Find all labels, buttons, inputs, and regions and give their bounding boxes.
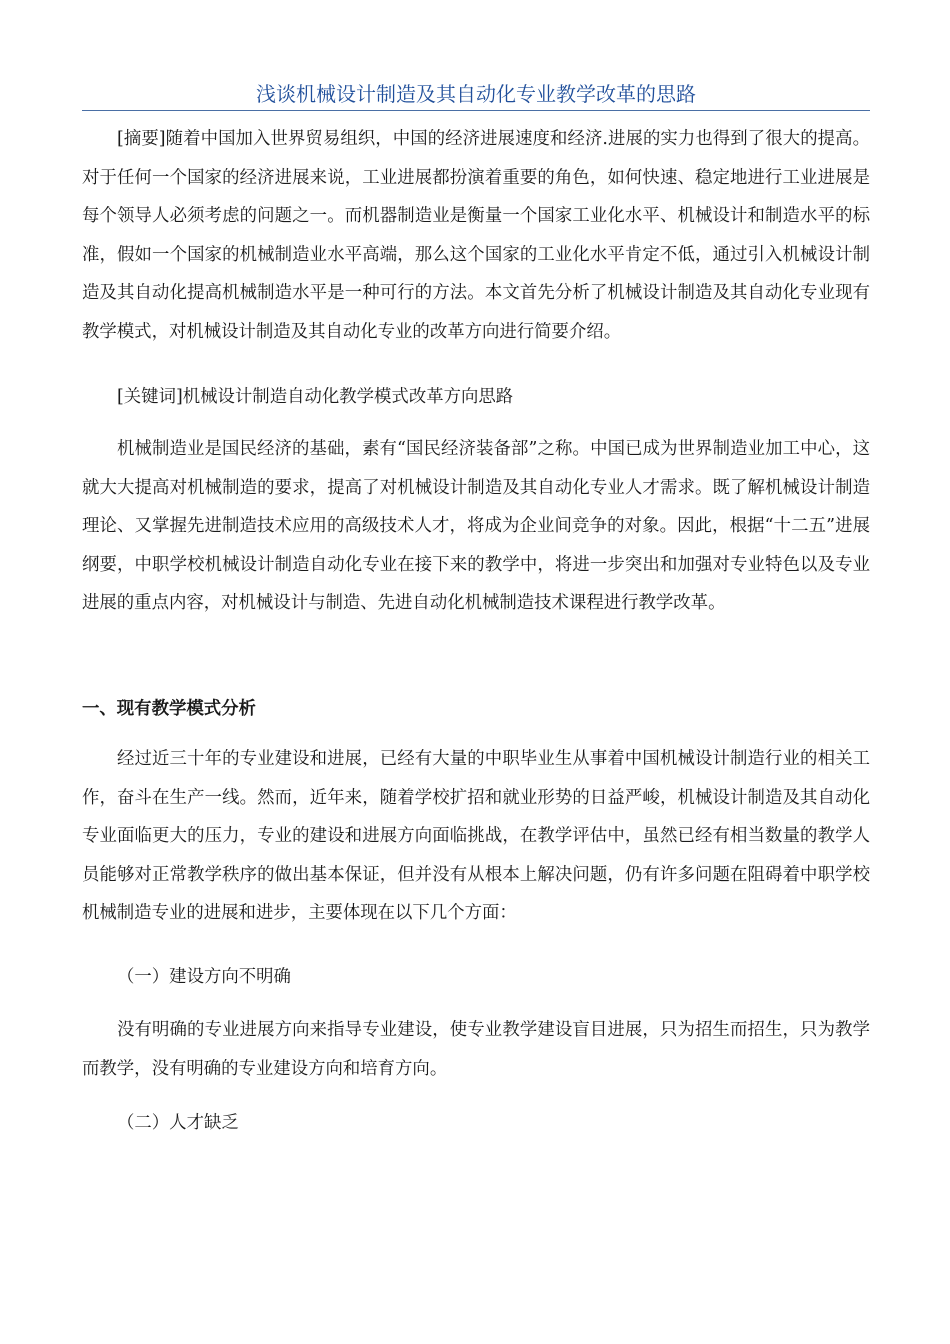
abstract-paragraph: [摘要]随着中国加入世界贸易组织，中国的经济进展速度和经济.进展的实力也得到了很大的提高。对于任何一个国家的经济进展来说，工业进展都扮演着重要的角色，如何快速、稳定地进行工业进展是每个领导人必须考虑的问题之一。而机器制造业是衡量一个国家工业化水平、机械设计和制造水平的标准，假如一个国家的机械制造业水平高端，那么这个国家的工业化水平肯定不低，通过引入机械设计制造及其自动化提高机械制造水平是一种可行的方法。本文首先分析了机械设计制造及其自动化专业现有教学模式，对机械设计制造及其自动化专业的改革方向进行简要介绍。 — [82, 129, 870, 342]
document-title: 浅谈机械设计制造及其自动化专业教学改革的思路 — [82, 80, 870, 111]
section-body-paragraph: 经过近三十年的专业建设和进展，已经有大量的中职毕业生从事着中国机械设计制造行业的相关工作，奋斗在生产一线。然而，近年来，随着学校扩招和就业形势的日益严峻，机械设计制造及其自动化专业面临更大的压力，专业的建设和进展方向面临挑战，在教学评估中，虽然已经有相当数量的教学人员能够对正常教学秩序的做出基本保证，但并没有从根本上解决问题，仍有许多问题在阻碍着中职学校机械制造专业的进展和进步，主要体现在以下几个方面： — [82, 749, 870, 923]
subsection-body-direction: 没有明确的专业进展方向来指导专业建设，使专业教学建设盲目进展，只为招生而招生，只为教学而教学，没有明确的专业建设方向和培育方向。 — [82, 1020, 870, 1079]
section-heading: 一、现有教学模式分析 — [82, 699, 256, 719]
subsection-heading-direction: （一）建设方向不明确 — [117, 967, 291, 987]
keywords-paragraph: [关键词]机械设计制造自动化教学模式改革方向思路 — [117, 387, 514, 407]
intro-paragraph: 机械制造业是国民经济的基础，素有“国民经济装备部”之称。中国已成为世界制造业加工中心，这就大大提高对机械制造的要求，提高了对机械设计制造及其自动化专业人才需求。既了解机械设计制造理论、又掌握先进制造技术应用的高级技术人才，将成为企业间竞争的对象。因此，根据“十二五”进展纲要，中职学校机械设计制造自动化专业在接下来的教学中，将进一步突出和加强对专业特色以及专业进展的重点内容，对机械设计与制造、先进自动化机械制造技术课程进行教学改革。 — [82, 439, 870, 613]
subsection-heading-talent: （二）人才缺乏 — [117, 1113, 239, 1133]
